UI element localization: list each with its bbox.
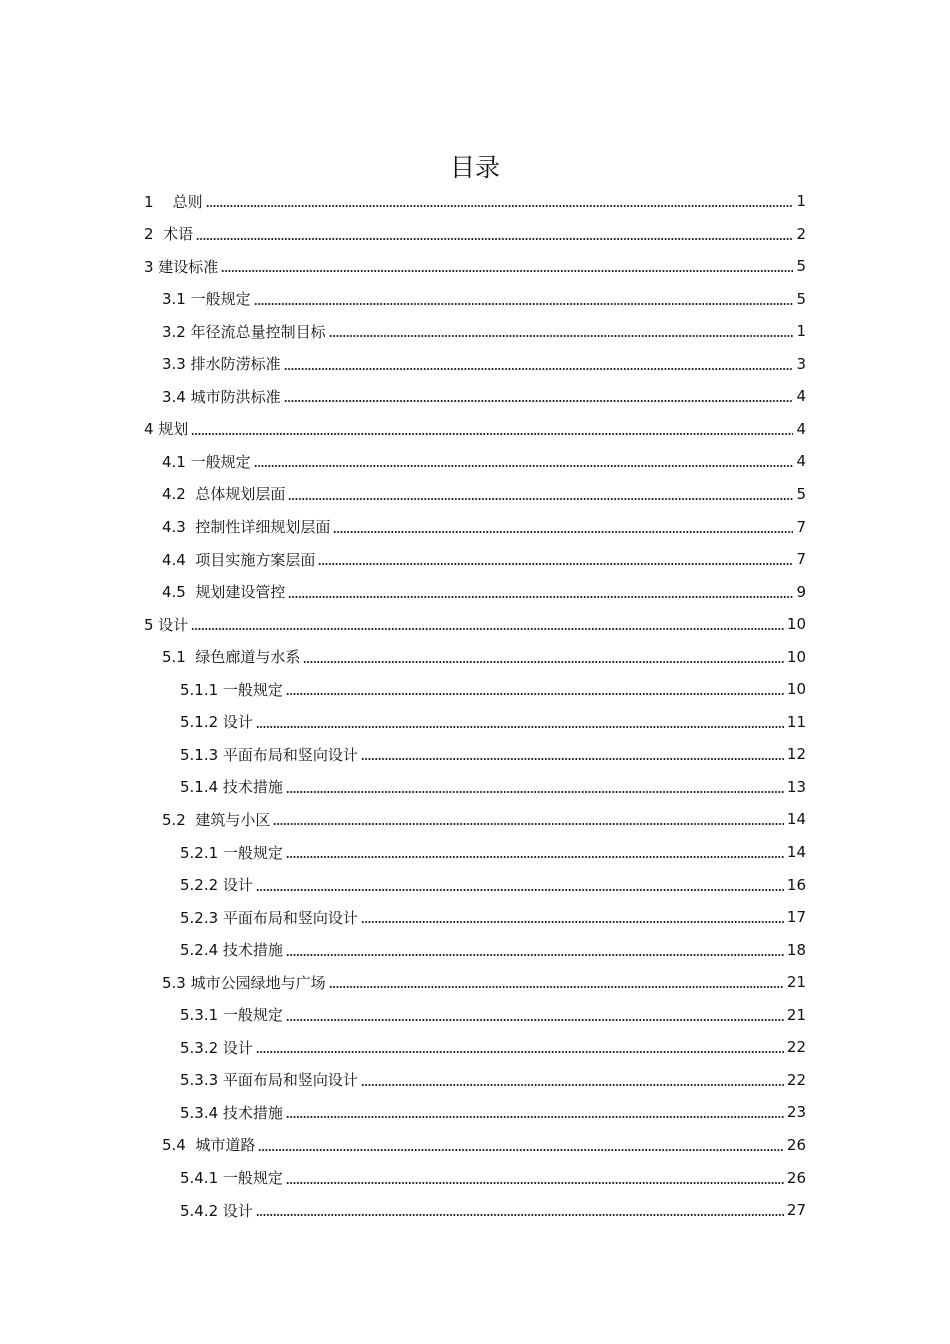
dot-leader xyxy=(318,563,793,565)
toc-entry-page-number: 3 xyxy=(796,354,806,373)
dot-leader xyxy=(303,661,784,663)
toc-entry-page-number: 4 xyxy=(796,452,806,471)
toc-entry-label: 5.3.3 平面布局和竖向设计 xyxy=(180,1071,358,1090)
toc-entry-page-number: 27 xyxy=(786,1201,806,1220)
toc-entry-page-number: 21 xyxy=(786,1005,806,1024)
toc-entry-label: 5.3 城市公园绿地与广场 xyxy=(162,973,326,992)
toc-entry-page-number: 18 xyxy=(786,940,806,959)
toc-entry-label: 5 设计 xyxy=(144,615,189,634)
toc-entry[interactable] xyxy=(180,869,806,901)
dot-leader xyxy=(286,693,784,695)
toc-entry-label: 5.1 绿色廊道与水系 xyxy=(162,648,301,667)
dot-leader xyxy=(286,856,784,858)
dot-leader xyxy=(288,596,793,598)
toc-entry[interactable] xyxy=(180,999,806,1031)
dot-leader xyxy=(286,1182,784,1184)
toc-entry-label: 3.1 一般规定 xyxy=(162,290,251,309)
toc-entry-page-number: 11 xyxy=(786,712,806,731)
dot-leader xyxy=(329,335,794,337)
dot-leader xyxy=(361,1084,784,1086)
toc-entry-label: 4.4 项目实施方案层面 xyxy=(162,550,316,569)
dot-leader xyxy=(191,433,793,435)
toc-entry-label: 5.2 建筑与小区 xyxy=(162,810,271,829)
toc-entry[interactable] xyxy=(144,185,806,217)
toc-entry-page-number: 22 xyxy=(786,1070,806,1089)
toc-entry-label: 2 术语 xyxy=(144,225,194,244)
toc-entry-page-number: 17 xyxy=(786,908,806,927)
toc-entry-page-number: 26 xyxy=(786,1168,806,1187)
toc-entry-label: 1 总则 xyxy=(144,192,203,211)
toc-entry-label: 4.5 规划建设管控 xyxy=(162,583,286,602)
page-title: 目录 xyxy=(449,153,500,182)
toc-entry[interactable] xyxy=(162,283,806,315)
dot-leader xyxy=(329,986,784,988)
toc-entry-page-number: 22 xyxy=(786,1038,806,1057)
toc-entry-page-number: 7 xyxy=(796,550,806,569)
dot-leader xyxy=(288,498,793,500)
toc-entry-page-number: 21 xyxy=(786,973,806,992)
toc-entry[interactable] xyxy=(180,673,806,705)
toc-entry-page-number: 10 xyxy=(786,615,806,634)
dot-leader xyxy=(286,954,784,956)
toc-entry-label: 5.3.4 技术措施 xyxy=(180,1103,283,1122)
dot-leader xyxy=(196,238,793,240)
toc-entry-label: 5.1.2 设计 xyxy=(180,713,253,732)
toc-entry-page-number: 10 xyxy=(786,647,806,666)
toc-entry[interactable] xyxy=(162,576,806,608)
toc-entry[interactable] xyxy=(162,543,806,575)
toc-entry-label: 5.2.3 平面布局和竖向设计 xyxy=(180,908,358,927)
toc-entry-label: 4.3 控制性详细规划层面 xyxy=(162,518,331,536)
toc-entry-label: 5.4.2 设计 xyxy=(180,1201,253,1220)
toc-entry-page-number: 5 xyxy=(796,289,806,308)
toc-entry-page-number: 5 xyxy=(796,484,806,503)
toc-entry-label: 5.3.1 一般规定 xyxy=(180,1006,283,1025)
dot-leader xyxy=(284,368,794,370)
dot-leader xyxy=(333,531,793,533)
toc-entry[interactable] xyxy=(162,478,806,510)
toc-entry[interactable] xyxy=(162,348,806,380)
toc-entry[interactable] xyxy=(162,511,806,543)
toc-entry-label: 5.3.2 设计 xyxy=(180,1038,253,1057)
toc-entry-page-number: 7 xyxy=(796,517,806,536)
toc-entry-page-number: 9 xyxy=(796,582,806,601)
dot-leader xyxy=(256,726,784,728)
dot-leader xyxy=(361,921,784,923)
toc-entry[interactable] xyxy=(180,1162,806,1194)
dot-leader xyxy=(254,465,794,467)
toc-entry[interactable] xyxy=(162,803,806,835)
dot-leader xyxy=(286,791,784,793)
toc-entry-page-number: 12 xyxy=(786,745,806,764)
toc-entry-label: 5.1.4 技术措施 xyxy=(180,778,283,797)
dot-leader xyxy=(361,758,784,760)
toc-entry-page-number: 14 xyxy=(786,810,806,829)
toc-entry-page-number: 5 xyxy=(796,257,806,276)
dot-leader xyxy=(206,205,794,207)
toc-entry-label: 3.4 城市防洪标准 xyxy=(162,387,281,406)
toc-entry-page-number: 1 xyxy=(796,192,806,210)
toc-entry-page-number: 2 xyxy=(796,224,806,243)
toc-entry-label: 5.1.1 一般规定 xyxy=(180,680,283,699)
toc-entry[interactable] xyxy=(180,934,806,966)
toc-entry[interactable] xyxy=(144,250,806,282)
toc-entry[interactable] xyxy=(144,608,806,640)
dot-leader xyxy=(284,400,794,402)
toc-entry-label: 5.2.2 设计 xyxy=(180,876,253,895)
toc-entry[interactable] xyxy=(180,1194,806,1226)
dot-leader xyxy=(256,1051,784,1053)
dot-leader xyxy=(256,889,784,891)
toc-entry-label: 3.3 排水防涝标准 xyxy=(162,355,281,374)
toc-entry-page-number: 4 xyxy=(796,387,806,406)
toc-entry-label: 5.1.3 平面布局和竖向设计 xyxy=(180,745,358,764)
toc-entry-label: 3.2 年径流总量控制目标 xyxy=(162,322,326,341)
toc-entry[interactable] xyxy=(162,1129,806,1161)
dot-leader xyxy=(221,270,793,272)
toc-entry-page-number: 23 xyxy=(786,1103,806,1122)
toc-entry-page-number: 10 xyxy=(786,680,806,699)
toc-entry-page-number: 14 xyxy=(786,843,806,861)
toc-entry-page-number: 4 xyxy=(796,419,806,438)
toc-entry-page-number: 1 xyxy=(796,322,806,341)
dot-leader xyxy=(254,303,794,305)
toc-entry[interactable] xyxy=(180,738,806,770)
toc-entry[interactable] xyxy=(180,706,806,738)
toc-entry-label: 5.2.4 技术措施 xyxy=(180,941,283,960)
toc-entry-page-number: 13 xyxy=(786,777,806,796)
dot-leader xyxy=(256,1214,784,1216)
dot-leader xyxy=(258,1149,784,1151)
toc-entry-page-number: 16 xyxy=(786,875,806,894)
toc-entry[interactable] xyxy=(180,1096,806,1128)
toc-entry[interactable] xyxy=(162,315,806,347)
dot-leader xyxy=(286,1019,784,1021)
toc-entry-label: 5.2.1 一般规定 xyxy=(180,843,283,862)
dot-leader xyxy=(286,1116,784,1118)
toc-entry-label: 4 规划 xyxy=(144,420,189,439)
toc-entry-label: 3 建设标准 xyxy=(144,257,219,276)
toc-entry-label: 4.1 一般规定 xyxy=(162,452,251,471)
toc-entry-page-number: 26 xyxy=(786,1135,806,1154)
toc-entry[interactable] xyxy=(180,1064,806,1096)
toc-entry[interactable] xyxy=(162,641,806,673)
toc-entry[interactable] xyxy=(162,380,806,412)
toc-entry[interactable] xyxy=(162,445,806,477)
toc-entry[interactable] xyxy=(180,771,806,803)
toc-entry-label: 5.4.1 一般规定 xyxy=(180,1169,283,1187)
toc-entry[interactable] xyxy=(144,413,806,445)
toc-entry[interactable] xyxy=(180,1031,806,1063)
toc-entry[interactable] xyxy=(162,966,806,998)
dot-leader xyxy=(191,628,784,630)
dot-leader xyxy=(273,823,784,825)
toc-entry-label: 5.4 城市道路 xyxy=(162,1136,256,1155)
toc-entry-label: 4.2 总体规划层面 xyxy=(162,485,286,504)
toc-entry[interactable] xyxy=(144,218,806,250)
toc-entry[interactable] xyxy=(180,836,806,868)
toc-entry[interactable] xyxy=(180,901,806,933)
